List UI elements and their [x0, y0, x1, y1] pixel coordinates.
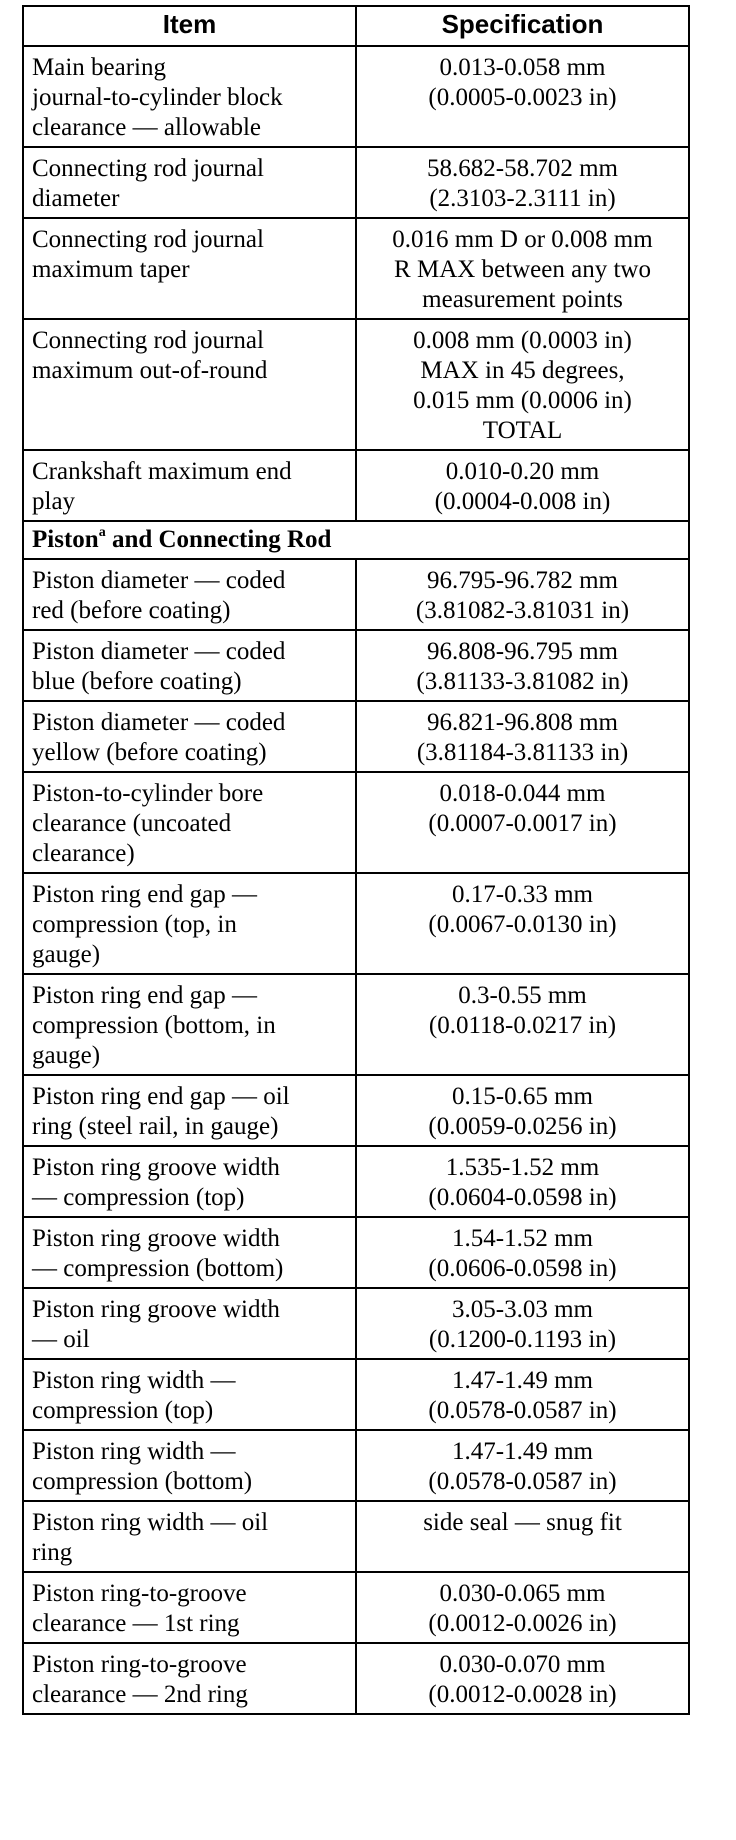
specification-text-line: (0.0604-0.0598 in): [428, 1184, 617, 1211]
specification-text-line: 0.016 mm D or 0.008 mm: [392, 226, 653, 253]
item-text-line: maximum out-of-round: [32, 357, 268, 384]
item-text-line: red (before coating): [32, 597, 231, 624]
item-text-line: clearance): [32, 840, 135, 867]
item-column-header: Item: [23, 6, 356, 46]
table-row: [23, 1146, 689, 1217]
specification-text-line: 1.47-1.49 mm: [452, 1438, 593, 1465]
item-text-line: Piston ring end gap —: [32, 982, 257, 1009]
item-text-line: play: [32, 488, 76, 515]
item-text-line: Piston ring width —: [32, 1367, 236, 1394]
item-text-line: blue (before coating): [32, 668, 242, 695]
table-row: [23, 147, 689, 218]
item-text-line: Piston ring groove width: [32, 1225, 280, 1252]
item-text-line: journal-to-cylinder block: [32, 84, 283, 111]
item-cell: [23, 218, 356, 319]
specification-text-line: 0.018-0.044 mm: [439, 780, 606, 807]
specification-cell: [356, 218, 689, 319]
specification-cell: [356, 1075, 689, 1146]
section-header-row: [23, 521, 689, 559]
item-text-line: Piston ring end gap —: [32, 881, 257, 908]
table-row: [23, 630, 689, 701]
item-text-line: clearance — 2nd ring: [32, 1681, 248, 1708]
specification-text-line: 0.030-0.070 mm: [439, 1651, 606, 1678]
specification-text-line: (0.0004-0.008 in): [434, 488, 611, 515]
item-text-line: Connecting rod journal: [32, 226, 264, 253]
item-cell: [23, 630, 356, 701]
specification-text-line: (0.0012-0.0026 in): [428, 1610, 617, 1637]
item-text-line: Piston ring width —: [32, 1438, 236, 1465]
table-body-section: [23, 521, 689, 559]
item-cell: [23, 1430, 356, 1501]
specification-text-line: (0.0005-0.0023 in): [428, 84, 617, 111]
specification-text-line: 1.535-1.52 mm: [445, 1154, 600, 1181]
specification-text-line: (0.0606-0.0598 in): [428, 1255, 617, 1282]
specification-text-line: (0.0059-0.0256 in): [428, 1113, 617, 1140]
item-text-line: gauge): [32, 941, 101, 968]
specification-text-line: (0.0007-0.0017 in): [428, 810, 617, 837]
specification-text-line: (2.3103-2.3111 in): [429, 185, 616, 212]
specification-text-line: 0.17-0.33 mm: [452, 881, 593, 908]
item-text-line: compression (bottom): [32, 1468, 253, 1495]
specification-cell: [356, 450, 689, 521]
item-cell: [23, 1217, 356, 1288]
specification-text-line: measurement points: [422, 286, 623, 313]
table-row: [23, 450, 689, 521]
specification-cell: [356, 1217, 689, 1288]
item-text-line: clearance — allowable: [32, 114, 262, 141]
specification-text-line: 96.821-96.808 mm: [427, 709, 618, 736]
table-row: [23, 974, 689, 1075]
item-text-line: compression (top): [32, 1397, 214, 1424]
item-text-line: — compression (top): [32, 1184, 245, 1211]
specification-text-line: 96.808-96.795 mm: [427, 638, 618, 665]
specification-text-line: 0.030-0.065 mm: [439, 1580, 606, 1607]
specification-cell: [356, 559, 689, 630]
item-cell: [23, 1359, 356, 1430]
table-row: [23, 1501, 689, 1572]
section-title-text-rest: and Connecting Rod: [105, 526, 332, 553]
item-text-line: ring (steel rail, in gauge): [32, 1113, 279, 1140]
table-row: [23, 1643, 689, 1714]
specification-cell: [356, 1359, 689, 1430]
specification-cell: [356, 46, 689, 147]
specification-text-line: side seal — snug fit: [423, 1509, 622, 1536]
item-text-line: Main bearing: [32, 54, 166, 81]
item-cell: [23, 772, 356, 873]
specification-text-line: (0.1200-0.1193 in): [428, 1326, 617, 1353]
specification-text-line: (3.81133-3.81082 in): [416, 668, 629, 695]
item-text-line: maximum taper: [32, 256, 190, 283]
specification-cell: [356, 319, 689, 450]
table-row: [23, 772, 689, 873]
item-text-line: diameter: [32, 185, 120, 212]
specification-text-line: 0.3-0.55 mm: [458, 982, 587, 1009]
item-cell: [23, 1572, 356, 1643]
item-cell: [23, 46, 356, 147]
item-text-line: Piston diameter — coded: [32, 709, 286, 736]
item-text-line: Piston ring groove width: [32, 1296, 280, 1323]
table-row: [23, 1075, 689, 1146]
footnote-mark: a: [98, 524, 106, 540]
table-row: [23, 1359, 689, 1430]
item-text-line: Piston ring-to-groove: [32, 1651, 247, 1678]
table-row: [23, 1572, 689, 1643]
item-text-line: Piston ring width — oil: [32, 1509, 269, 1536]
specification-cell: [356, 147, 689, 218]
specification-text-line: TOTAL: [482, 417, 563, 444]
item-cell: [23, 147, 356, 218]
section-title-text: Piston: [32, 526, 99, 553]
item-text-line: Piston ring end gap — oil: [32, 1083, 290, 1110]
item-text-line: — oil: [32, 1326, 90, 1353]
table-body-general: [23, 46, 689, 521]
table-header-row: [23, 6, 689, 46]
specification-cell: [356, 1572, 689, 1643]
specification-text-line: (0.0118-0.0217 in): [428, 1012, 617, 1039]
specification-text-line: 0.013-0.058 mm: [439, 54, 606, 81]
item-text-line: clearance — 1st ring: [32, 1610, 240, 1637]
specification-cell: [356, 630, 689, 701]
item-text-line: gauge): [32, 1042, 101, 1069]
table-row: [23, 1430, 689, 1501]
table-row: [23, 873, 689, 974]
specification-text-line: (3.81082-3.81031 in): [415, 597, 630, 624]
item-text-line: compression (top, in: [32, 911, 237, 938]
table-row: [23, 319, 689, 450]
specification-text-line: (0.0067-0.0130 in): [428, 911, 617, 938]
item-cell: [23, 873, 356, 974]
item-cell: [23, 1075, 356, 1146]
item-text-line: Crankshaft maximum end: [32, 458, 292, 485]
specification-text-line: (0.0578-0.0587 in): [428, 1468, 617, 1495]
item-text-line: clearance (uncoated: [32, 810, 232, 837]
item-cell: [23, 974, 356, 1075]
specification-text-line: 96.795-96.782 mm: [427, 567, 618, 594]
specification-text-line: 1.47-1.49 mm: [452, 1367, 593, 1394]
item-cell: [23, 450, 356, 521]
item-cell: [23, 559, 356, 630]
item-text-line: Connecting rod journal: [32, 327, 264, 354]
specification-text-line: 3.05-3.03 mm: [452, 1296, 593, 1323]
specification-table: [22, 5, 690, 1715]
specification-text-line: (0.0578-0.0587 in): [428, 1397, 617, 1424]
item-cell: [23, 1146, 356, 1217]
item-text-line: Connecting rod journal: [32, 155, 264, 182]
specification-cell: [356, 873, 689, 974]
specification-cell: [356, 1146, 689, 1217]
item-text-line: Piston diameter — coded: [32, 567, 286, 594]
item-text-line: — compression (bottom): [32, 1255, 284, 1282]
table-row: [23, 1217, 689, 1288]
table-row: [23, 559, 689, 630]
table-row: [23, 218, 689, 319]
specification-cell: [356, 1643, 689, 1714]
table-row: [23, 1288, 689, 1359]
specification-text-line: (0.0012-0.0028 in): [428, 1681, 617, 1708]
specification-text-line: MAX in 45 degrees,: [420, 357, 625, 384]
specification-column-header: Specification: [356, 6, 689, 46]
section-title: [23, 521, 689, 559]
specification-text-line: 0.15-0.65 mm: [452, 1083, 593, 1110]
item-text-line: ring: [32, 1539, 73, 1566]
item-cell: [23, 319, 356, 450]
item-cell: [23, 1501, 356, 1572]
item-text-line: Piston-to-cylinder bore: [32, 780, 264, 807]
specification-cell: [356, 772, 689, 873]
item-cell: [23, 1643, 356, 1714]
specification-text-line: 0.010-0.20 mm: [445, 458, 600, 485]
specification-cell: [356, 1288, 689, 1359]
table-row: [23, 46, 689, 147]
specification-text-line: R MAX between any two: [394, 256, 651, 283]
item-text-line: Piston ring groove width: [32, 1154, 280, 1181]
item-cell: [23, 1288, 356, 1359]
specification-text-line: 1.54-1.52 mm: [452, 1225, 593, 1252]
table-row: [23, 701, 689, 772]
specification-text-line: 0.008 mm (0.0003 in): [413, 327, 632, 354]
item-text-line: Piston ring-to-groove: [32, 1580, 247, 1607]
specification-cell: [356, 1430, 689, 1501]
specification-text-line: 0.015 mm (0.0006 in): [413, 387, 632, 414]
specification-cell: [356, 974, 689, 1075]
specification-text-line: (3.81184-3.81133 in): [416, 739, 629, 766]
specification-text-line: 58.682-58.702 mm: [427, 155, 618, 182]
specification-cell: [356, 701, 689, 772]
specification-cell: [356, 1501, 689, 1572]
item-cell: [23, 701, 356, 772]
table-body-piston: [23, 559, 689, 1714]
item-text-line: compression (bottom, in: [32, 1012, 276, 1039]
item-text-line: Piston diameter — coded: [32, 638, 286, 665]
item-text-line: yellow (before coating): [32, 739, 267, 766]
